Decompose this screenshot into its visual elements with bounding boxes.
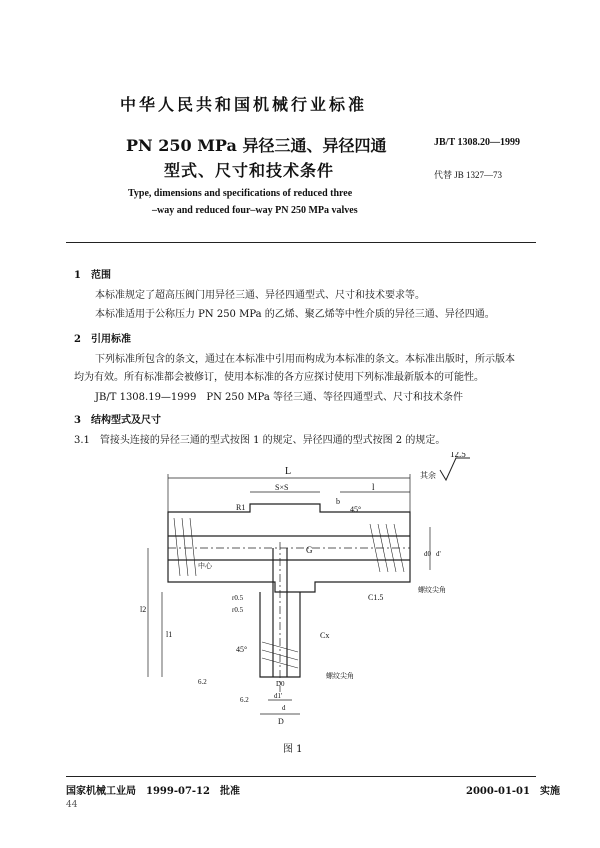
title-cn-line1: PN 250 MPa 异径三通、异径四通 bbox=[126, 136, 387, 155]
figure-caption: 图 1 bbox=[283, 744, 303, 755]
label-Cx: Cx bbox=[320, 631, 330, 640]
label-G: G bbox=[306, 545, 313, 555]
section-2-reference: JB/T 1308.19—1999 PN 250 MPa 等径三通、等径四通型式、尺寸和技术条件 bbox=[95, 392, 463, 403]
label-center-mark: 中心 bbox=[198, 562, 212, 570]
approval-line: 国家机械工业局 1999-07-12 批准 bbox=[66, 786, 240, 797]
section-2-paragraph-1a: 下列标准所包含的条文，通过在本标准中引用而构成为本标准的条文。本标准出版时，所示版本 bbox=[95, 354, 515, 365]
label-l: l bbox=[372, 482, 375, 492]
label-d1: d1' bbox=[274, 692, 283, 700]
standard-number: JB/T 1308.20—1999 bbox=[434, 137, 520, 148]
label-b: b bbox=[336, 497, 340, 506]
section-1-heading: 1 范围 bbox=[74, 270, 111, 281]
label-D0: D0 bbox=[276, 680, 285, 688]
dimension-lines bbox=[148, 474, 430, 714]
effective-date: 2000-01-01 实施 bbox=[466, 786, 560, 797]
label-r05-b: r0.5 bbox=[232, 606, 244, 614]
section-1-paragraph-2: 本标准适用于公称压力 PN 250 MPa 的乙烯、聚乙烯等中性介质的异径三通、异径四通。 bbox=[95, 309, 495, 320]
label-6-2-a: 6.2 bbox=[198, 678, 207, 686]
roughness-symbol bbox=[420, 452, 470, 480]
label-d0: d0 bbox=[424, 550, 431, 558]
label-C15: C1.5 bbox=[368, 593, 384, 602]
roughness-note: 其余 bbox=[420, 471, 436, 480]
label-l1: l1 bbox=[166, 630, 173, 639]
standard-header: 中华人民共和国机械行业标准 bbox=[120, 95, 368, 114]
label-thread-end-a: 螺纹尖角 bbox=[418, 586, 446, 594]
replaces-standard: 代替 JB 1327—73 bbox=[434, 170, 503, 180]
label-D: D bbox=[278, 717, 284, 726]
figure-1-drawing bbox=[140, 452, 480, 737]
label-6-2-b: 6.2 bbox=[240, 696, 249, 704]
section-2-paragraph-1b: 均为有效。所有标准都会被修订，使用本标准的各方应探讨使用下列标准最新版本的可能性。 bbox=[74, 372, 484, 383]
section-1-paragraph-1: 本标准规定了超高压阀门用异径三通、异径四通型式、尺寸和技术要求等。 bbox=[95, 290, 425, 301]
label-L: L bbox=[285, 466, 292, 477]
header-divider bbox=[66, 242, 536, 243]
roughness-value: 12.5 bbox=[450, 452, 466, 459]
section-3-heading: 3 结构型式及尺寸 bbox=[74, 415, 161, 426]
label-angle-45-b: 45° bbox=[236, 645, 248, 654]
label-SxS: S×S bbox=[275, 483, 289, 492]
footer-divider bbox=[66, 776, 536, 777]
section-2-heading: 2 引用标准 bbox=[74, 334, 131, 345]
page-number: 44 bbox=[66, 800, 78, 810]
section-3-paragraph-1: 3.1 管接头连接的异径三通的型式按图 1 的规定、异径四通的型式按图 2 的规定。 bbox=[74, 435, 446, 446]
label-d: d bbox=[282, 704, 286, 712]
label-thread-end-b: 螺纹尖角 bbox=[326, 672, 354, 680]
title-en-line1: Type, dimensions and specifications of reduced three bbox=[128, 188, 353, 199]
label-R1: R1 bbox=[236, 503, 246, 512]
label-d-right: d' bbox=[436, 550, 441, 558]
label-r05-a: r0.5 bbox=[232, 594, 244, 602]
title-cn-line2: 型式、尺寸和技术条件 bbox=[164, 161, 335, 180]
label-l2: l2 bbox=[140, 605, 147, 614]
title-en-line2: –way and reduced four–way PN 250 MPa valves bbox=[152, 205, 358, 216]
label-angle-45: 45° bbox=[350, 505, 362, 514]
